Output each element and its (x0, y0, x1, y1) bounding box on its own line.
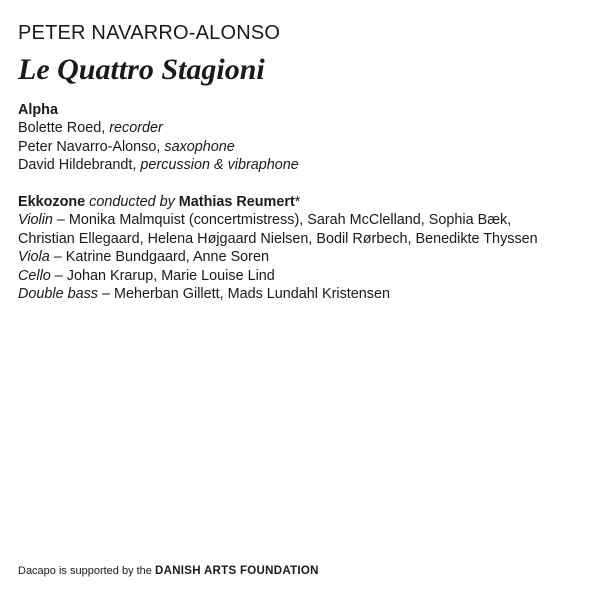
foundation-name: DANISH ARTS FOUNDATION (154, 565, 319, 577)
section-players: – Monika Malmquist (concertmistress), Sarah McClelland, Sophia Bæk, (52, 212, 512, 229)
credit-line (18, 138, 299, 156)
section-players: Christian Ellegaard, Helena Højgaard Nielsen, Bodil Rørbech, Benedikte Thyssen (18, 230, 538, 247)
ekkozone-ensemble-name: Ekkozone (18, 194, 86, 210)
alpha-ensemble-name: Alpha (18, 102, 58, 118)
conductor-name: Mathias Reumert (178, 194, 295, 210)
section-line (18, 285, 538, 303)
performer-name: Bolette Roed, (18, 120, 110, 137)
section-line (18, 248, 538, 266)
credit-line (18, 156, 299, 174)
performer-role: saxophone (164, 138, 235, 155)
section-players: – Meherban Gillett, Mads Lundahl Kristensen (98, 286, 390, 303)
performer-name: David Hildebrandt, (18, 157, 141, 174)
alpha-credits (18, 101, 299, 175)
section-line (18, 211, 538, 229)
asterisk-mark: * (294, 194, 301, 210)
section-line (18, 267, 538, 285)
support-footer (18, 564, 319, 578)
support-text: Dacapo is supported by the (18, 565, 155, 577)
instrument-name: Violin (18, 212, 53, 229)
conducted-by-label: conducted by (85, 194, 179, 210)
instrument-name: Viola (18, 249, 50, 266)
section-players: – Katrine Bundgaard, Anne Soren (49, 249, 269, 266)
ekkozone-heading (18, 193, 538, 211)
instrument-name: Double bass (18, 286, 98, 303)
performer-role: recorder (109, 120, 163, 137)
performer-name: Peter Navarro-Alonso, (18, 138, 165, 155)
section-line (18, 230, 538, 248)
ekkozone-credits (18, 193, 538, 303)
credit-line (18, 119, 299, 137)
work-title: Le Quattro Stagioni (18, 53, 265, 86)
composer-name: PETER NAVARRO-ALONSO (18, 22, 281, 44)
section-players: – Johan Krarup, Marie Louise Lind (50, 267, 275, 284)
performer-role: percussion & vibraphone (140, 157, 299, 174)
instrument-name: Cello (18, 267, 51, 284)
